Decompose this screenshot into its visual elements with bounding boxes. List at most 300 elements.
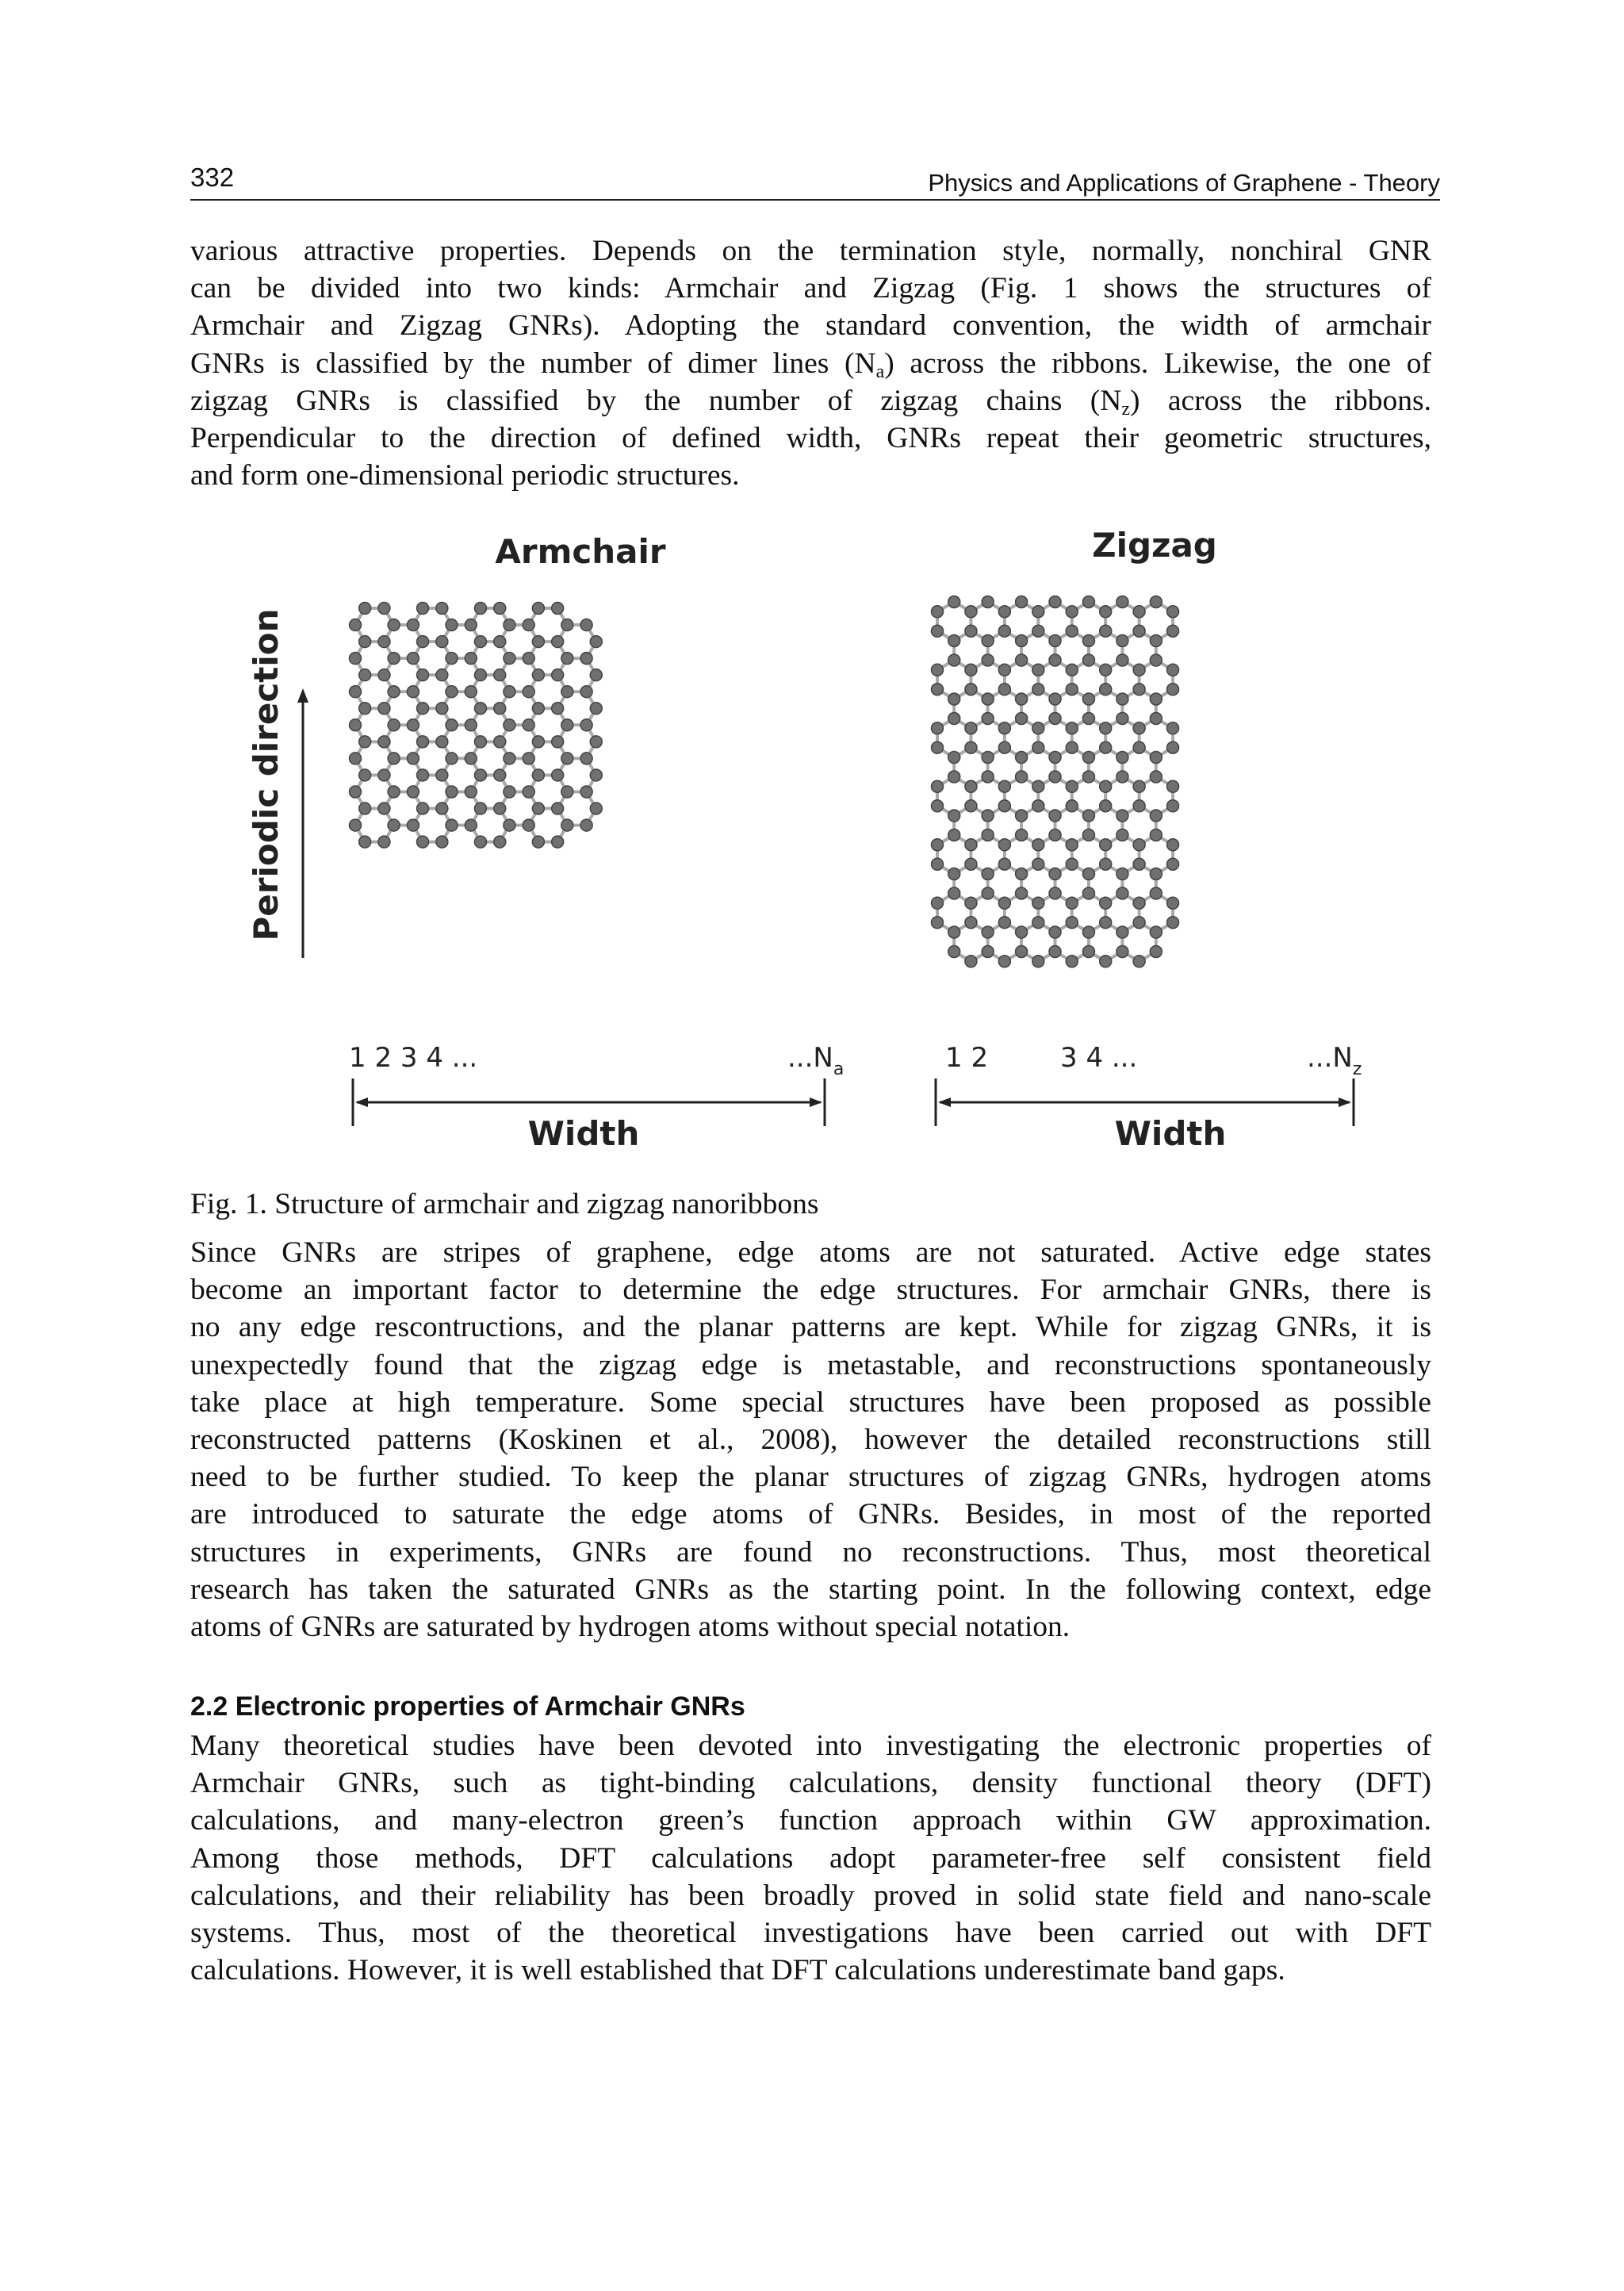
carbon-atom [359, 736, 371, 748]
carbon-atom [965, 664, 977, 676]
carbon-atom [965, 917, 977, 929]
carbon-atom [1082, 810, 1094, 822]
carbon-atom [1167, 780, 1179, 792]
carbon-atom [1082, 829, 1094, 841]
carbon-atom [532, 669, 544, 681]
carbon-atom [1100, 625, 1112, 637]
carbon-atom [436, 769, 448, 781]
carbon-atom [998, 741, 1010, 753]
carbon-atom [407, 719, 419, 731]
carbon-atom [504, 719, 515, 731]
carbon-atom [552, 603, 564, 615]
carbon-atom [1032, 780, 1044, 792]
armchair-indices: 1 2 3 4 ... [349, 1042, 478, 1074]
carbon-atom [1016, 713, 1028, 725]
carbon-atom [465, 753, 477, 764]
carbon-atom [407, 653, 419, 665]
carbon-atom [1082, 868, 1094, 880]
carbon-atom [982, 596, 994, 608]
carbon-atom [417, 836, 429, 848]
carbon-atom [590, 703, 602, 715]
carbon-atom [1049, 829, 1061, 841]
carbon-atom [948, 868, 960, 880]
carbon-atom [523, 819, 534, 831]
carbon-atom [523, 619, 534, 631]
carbon-atom [1150, 926, 1162, 938]
carbon-atom [1049, 654, 1061, 666]
carbon-atom [446, 653, 458, 665]
carbon-atom [1082, 693, 1094, 705]
armchair-lattice [350, 603, 603, 849]
carbon-atom [1032, 625, 1044, 637]
page-number: 332 [190, 163, 235, 192]
carbon-atom [446, 819, 458, 831]
carbon-atom [932, 684, 944, 695]
text-line: Armchair and Zigzag GNRs). Adopting the standard convention, the width of armchair [190, 309, 1431, 343]
carbon-atom [1167, 917, 1179, 929]
running-title: Physics and Applications of Graphene - Theory [928, 169, 1440, 197]
carbon-atom [965, 800, 977, 812]
carbon-atom [436, 669, 448, 681]
carbon-atom [580, 819, 592, 831]
carbon-atom [1167, 858, 1179, 870]
armchair-width-label: Width [527, 1114, 640, 1153]
intro-paragraph [190, 232, 1431, 494]
carbon-atom [523, 686, 534, 698]
carbon-atom [1150, 713, 1162, 725]
carbon-atom [1167, 800, 1179, 812]
carbon-atom [982, 946, 994, 958]
carbon-atom [504, 653, 515, 665]
carbon-atom [932, 664, 944, 676]
text-line: atoms of GNRs are saturated by hydrogen atoms without special notation. [190, 1611, 1071, 1644]
carbon-atom [350, 719, 362, 731]
carbon-atom [1100, 606, 1112, 618]
zigzag-indices-start: 1 2 [945, 1042, 989, 1074]
carbon-atom [1049, 887, 1061, 899]
carbon-atom [932, 800, 944, 812]
carbon-atom [523, 653, 534, 665]
carbon-atom [998, 625, 1010, 637]
carbon-atom [1016, 771, 1028, 783]
carbon-atom [965, 741, 977, 753]
figure-caption: Fig. 1. Structure of armchair and zigzag nanoribbons [190, 1188, 819, 1220]
carbon-atom [388, 686, 400, 698]
carbon-atom [350, 819, 362, 831]
carbon-atom [417, 803, 429, 814]
carbon-atom [1100, 956, 1112, 967]
carbon-atom [998, 780, 1010, 792]
carbon-atom [1150, 635, 1162, 647]
text-line: can be divided into two kinds: Armchair and Zigzag (Fig. 1 shows the structures of [190, 272, 1431, 305]
carbon-atom [1133, 722, 1145, 734]
carbon-atom [417, 636, 429, 648]
carbon-atom [998, 839, 1010, 851]
carbon-atom [1066, 917, 1078, 929]
carbon-atom [350, 619, 362, 631]
carbon-atom [948, 771, 960, 783]
carbon-atom [982, 654, 994, 666]
carbon-atom [465, 653, 477, 665]
carbon-atom [998, 606, 1010, 618]
carbon-atom [552, 703, 564, 715]
carbon-atom [378, 803, 390, 814]
carbon-atom [532, 836, 544, 848]
carbon-atom [590, 769, 602, 781]
carbon-atom [1100, 800, 1112, 812]
carbon-atom [446, 719, 458, 731]
carbon-atom [1100, 858, 1112, 870]
carbon-atom [948, 926, 960, 938]
carbon-atom [407, 619, 419, 631]
text-line: Among those methods, DFT calculations adopt parameter-free self consistent field [190, 1841, 1431, 1875]
carbon-atom [1032, 897, 1044, 909]
carbon-atom [1167, 625, 1179, 637]
carbon-atom [532, 736, 544, 748]
carbon-atom [1049, 713, 1061, 725]
carbon-atom [1100, 664, 1112, 676]
carbon-atom [932, 625, 944, 637]
carbon-atom [982, 693, 994, 705]
carbon-atom [561, 653, 573, 665]
carbon-atom [1066, 625, 1078, 637]
carbon-atom [523, 753, 534, 764]
carbon-atom [1116, 635, 1128, 647]
carbon-atom [436, 703, 448, 715]
carbon-atom [388, 786, 400, 798]
carbon-atom [580, 753, 592, 764]
carbon-atom [532, 603, 544, 615]
zigzag-end-index: $...N_z$ [1307, 1042, 1362, 1079]
carbon-atom [1116, 829, 1128, 841]
carbon-atom [1133, 625, 1145, 637]
carbon-atom [446, 786, 458, 798]
carbon-atom [504, 619, 515, 631]
carbon-atom [561, 786, 573, 798]
carbon-atom [494, 836, 506, 848]
carbon-atom [504, 819, 515, 831]
carbon-atom [446, 686, 458, 698]
carbon-atom [494, 603, 506, 615]
text-line: unexpectedly found that the zigzag edge is metastable, and reconstructions spontaneously [190, 1348, 1431, 1381]
carbon-atom [436, 736, 448, 748]
carbon-atom [1016, 926, 1028, 938]
carbon-atom [465, 819, 477, 831]
text-line: various attractive properties. Depends on the termination style, normally, nonchiral GNR [190, 235, 1431, 267]
carbon-atom [1016, 829, 1028, 841]
carbon-atom [350, 686, 362, 698]
carbon-atom [417, 703, 429, 715]
carbon-atom [998, 684, 1010, 695]
carbon-atom [417, 736, 429, 748]
carbon-atom [1066, 780, 1078, 792]
carbon-atom [378, 736, 390, 748]
carbon-atom [982, 635, 994, 647]
carbon-atom [532, 803, 544, 814]
carbon-atom [407, 753, 419, 764]
carbon-atom [417, 603, 429, 615]
periodic-direction-label: Periodic direction [247, 608, 285, 941]
carbon-atom [1150, 693, 1162, 705]
carbon-atom [982, 868, 994, 880]
carbon-atom [561, 719, 573, 731]
carbon-atom [388, 719, 400, 731]
carbon-atom [1049, 946, 1061, 958]
carbon-atom [1150, 654, 1162, 666]
carbon-atom [998, 858, 1010, 870]
carbon-atom [965, 956, 977, 967]
carbon-atom [1133, 858, 1145, 870]
carbon-atom [1082, 596, 1094, 608]
carbon-atom [1116, 771, 1128, 783]
carbon-atom [552, 803, 564, 814]
carbon-atom [965, 684, 977, 695]
carbon-atom [1016, 752, 1028, 764]
carbon-atom [359, 703, 371, 715]
carbon-atom [998, 956, 1010, 967]
carbon-atom [948, 810, 960, 822]
carbon-atom [982, 713, 994, 725]
armchair-title: Armchair [495, 532, 666, 571]
carbon-atom [948, 946, 960, 958]
carbon-atom [359, 603, 371, 615]
carbon-atom [494, 669, 506, 681]
carbon-atom [965, 780, 977, 792]
carbon-atom [350, 653, 362, 665]
page-header [190, 161, 1440, 201]
carbon-atom [1066, 800, 1078, 812]
carbon-atom [932, 780, 944, 792]
text-line: calculations, and their reliability has been broadly proved in solid state field and nano-scale [190, 1879, 1431, 1912]
carbon-atom [474, 636, 486, 648]
carbon-atom [965, 897, 977, 909]
carbon-atom [932, 741, 944, 753]
carbon-atom [590, 669, 602, 681]
carbon-atom [1100, 741, 1112, 753]
carbon-atom [1133, 839, 1145, 851]
carbon-atom [998, 664, 1010, 676]
carbon-atom [1066, 741, 1078, 753]
carbon-atom [474, 803, 486, 814]
carbon-atom [965, 858, 977, 870]
text-line: structures in experiments, GNRs are found no reconstructions. Thus, most theoretical [190, 1535, 1431, 1569]
carbon-atom [948, 654, 960, 666]
carbon-atom [982, 926, 994, 938]
electronic-properties-paragraph [190, 1727, 1431, 1989]
carbon-atom [932, 858, 944, 870]
carbon-atom [580, 786, 592, 798]
carbon-atom [474, 836, 486, 848]
text-line: are introduced to saturate the edge atoms of GNRs. Besides, in most of the reported [190, 1498, 1431, 1531]
carbon-atom [407, 819, 419, 831]
carbon-atom [474, 669, 486, 681]
text-line: Since GNRs are stripes of graphene, edge atoms are not saturated. Active edge states [190, 1236, 1431, 1269]
carbon-atom [1116, 926, 1128, 938]
carbon-atom [1082, 635, 1094, 647]
carbon-atom [998, 800, 1010, 812]
carbon-atom [446, 753, 458, 764]
carbon-atom [1066, 664, 1078, 676]
carbon-atom [494, 803, 506, 814]
carbon-atom [965, 606, 977, 618]
carbon-atom [561, 686, 573, 698]
carbon-atom [1167, 684, 1179, 695]
carbon-atom [1133, 664, 1145, 676]
carbon-atom [1150, 596, 1162, 608]
carbon-atom [965, 722, 977, 734]
text-line: zigzag GNRs is classified by the number of zigzag chains $(N_z)$ across the ribbons. [190, 384, 1431, 420]
carbon-atom [1049, 771, 1061, 783]
carbon-atom [1066, 897, 1078, 909]
carbon-atom [388, 753, 400, 764]
carbon-atom [474, 703, 486, 715]
text-line: systems. Thus, most of the theoretical investigations have been carried out with DFT [190, 1917, 1431, 1950]
carbon-atom [446, 619, 458, 631]
carbon-atom [1167, 664, 1179, 676]
carbon-atom [378, 603, 390, 615]
carbon-atom [1049, 752, 1061, 764]
nanoribbon-figure [230, 523, 1372, 1190]
carbon-atom [504, 753, 515, 764]
carbon-atom [1133, 780, 1145, 792]
carbon-atom [1133, 956, 1145, 967]
carbon-atom [552, 736, 564, 748]
carbon-atom [378, 836, 390, 848]
carbon-atom [1032, 606, 1044, 618]
carbon-atom [494, 736, 506, 748]
carbon-atom [1082, 654, 1094, 666]
carbon-atom [474, 769, 486, 781]
carbon-atom [1100, 684, 1112, 695]
text-line: research has taken the saturated GNRs as the starting point. In the following context, edge [190, 1573, 1431, 1606]
text-line: reconstructed patterns (Koskinen et al., 2008), however the detailed reconstructions still [190, 1423, 1431, 1457]
carbon-atom [504, 786, 515, 798]
figure-1 [230, 523, 1372, 1190]
carbon-atom [407, 786, 419, 798]
carbon-atom [1049, 693, 1061, 705]
carbon-atom [580, 619, 592, 631]
carbon-atom [1116, 654, 1128, 666]
text-line: Armchair GNRs, such as tight-binding calculations, density functional theory (DFT) [190, 1767, 1431, 1800]
zigzag-title: Zigzag [1092, 526, 1217, 565]
carbon-atom [465, 786, 477, 798]
carbon-atom [359, 836, 371, 848]
carbon-atom [998, 897, 1010, 909]
carbon-atom [1016, 810, 1028, 822]
carbon-atom [1082, 887, 1094, 899]
carbon-atom [494, 636, 506, 648]
carbon-atom [465, 619, 477, 631]
carbon-atom [1150, 771, 1162, 783]
carbon-atom [1150, 752, 1162, 764]
carbon-atom [388, 653, 400, 665]
zigzag-lattice [932, 596, 1179, 967]
carbon-atom [552, 636, 564, 648]
carbon-atom [552, 769, 564, 781]
carbon-atom [932, 606, 944, 618]
carbon-atom [1032, 664, 1044, 676]
carbon-atom [1133, 684, 1145, 695]
carbon-atom [1032, 858, 1044, 870]
carbon-atom [932, 917, 944, 929]
carbon-atom [1133, 741, 1145, 753]
carbon-atom [436, 603, 448, 615]
carbon-atom [580, 653, 592, 665]
carbon-atom [378, 669, 390, 681]
carbon-atom [1082, 713, 1094, 725]
carbon-atom [1133, 606, 1145, 618]
carbon-atom [1049, 635, 1061, 647]
carbon-atom [523, 719, 534, 731]
carbon-atom [932, 897, 944, 909]
carbon-atom [1032, 839, 1044, 851]
carbon-atom [561, 819, 573, 831]
carbon-atom [1150, 810, 1162, 822]
carbon-atom [1100, 917, 1112, 929]
carbon-atom [494, 703, 506, 715]
carbon-atom [350, 753, 362, 764]
carbon-atom [1066, 858, 1078, 870]
carbon-atom [1116, 810, 1128, 822]
zigzag-width-label: Width [1114, 1114, 1227, 1153]
carbon-atom [1066, 956, 1078, 967]
carbon-atom [1167, 722, 1179, 734]
carbon-atom [1082, 771, 1094, 783]
carbon-atom [1100, 897, 1112, 909]
carbon-atom [1032, 741, 1044, 753]
carbon-atom [1133, 917, 1145, 929]
carbon-atom [417, 769, 429, 781]
carbon-atom [1016, 654, 1028, 666]
carbon-atom [1082, 926, 1094, 938]
edge-states-paragraph [190, 1234, 1431, 1645]
carbon-atom [1167, 839, 1179, 851]
carbon-atom [1150, 887, 1162, 899]
carbon-atom [965, 839, 977, 851]
carbon-atom [407, 686, 419, 698]
carbon-atom [1082, 752, 1094, 764]
carbon-atom [1016, 946, 1028, 958]
carbon-atom [1049, 868, 1061, 880]
carbon-atom [982, 887, 994, 899]
carbon-atom [1116, 887, 1128, 899]
carbon-atom [378, 769, 390, 781]
text-line: no any edge rescontructions, and the planar patterns are kept. While for zigzag GNRs, it is [190, 1311, 1431, 1344]
carbon-atom [948, 829, 960, 841]
carbon-atom [359, 636, 371, 648]
carbon-atom [1066, 606, 1078, 618]
carbon-atom [948, 887, 960, 899]
carbon-atom [1032, 956, 1044, 967]
carbon-atom [1016, 868, 1028, 880]
text-line: calculations. However, it is well established that DFT calculations underestimate band gaps. [190, 1954, 1285, 1987]
carbon-atom [1066, 839, 1078, 851]
carbon-atom [1066, 684, 1078, 695]
carbon-atom [1032, 722, 1044, 734]
carbon-atom [1032, 917, 1044, 929]
carbon-atom [1066, 722, 1078, 734]
zigzag-indices-mid: 3 4 ... [1060, 1042, 1138, 1074]
carbon-atom [378, 703, 390, 715]
carbon-atom [532, 703, 544, 715]
carbon-atom [580, 686, 592, 698]
carbon-atom [982, 771, 994, 783]
carbon-atom [590, 736, 602, 748]
carbon-atom [465, 719, 477, 731]
carbon-atom [982, 810, 994, 822]
carbon-atom [1150, 829, 1162, 841]
carbon-atom [590, 803, 602, 814]
